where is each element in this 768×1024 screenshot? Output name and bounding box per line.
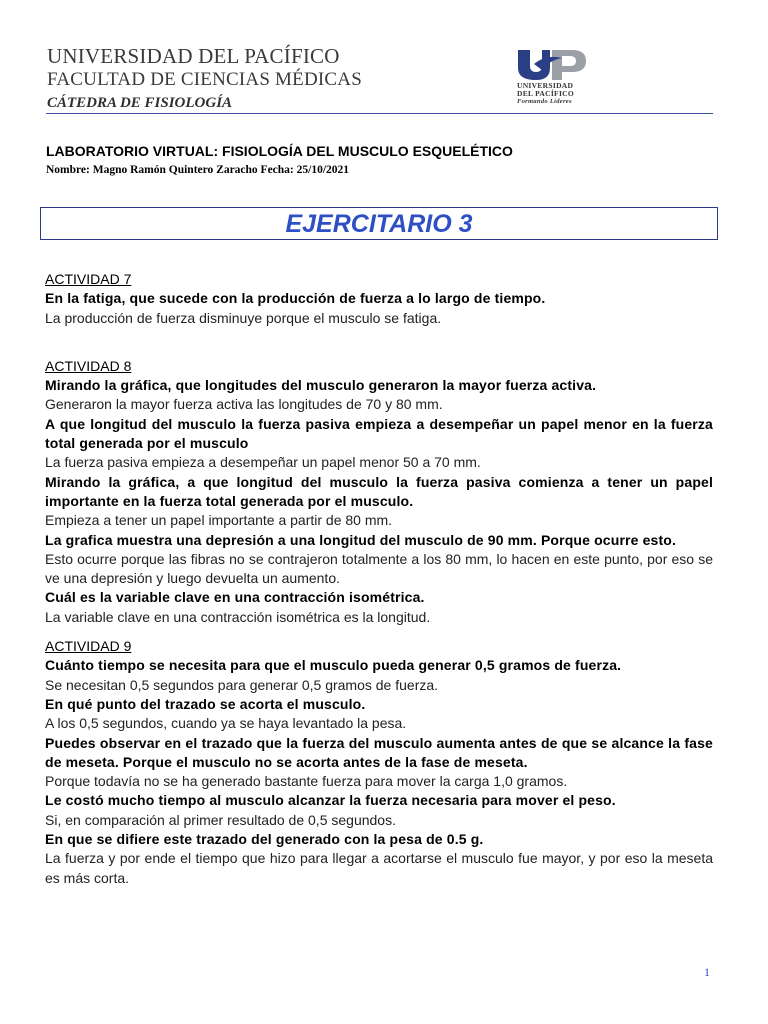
answer: Esto ocurre porque las fibras no se contrajeron totalmente a los 80 mm, lo hacen en este punto, por eso se ve una depresión y luego devuelta un aumento. bbox=[45, 550, 713, 587]
answer: Porque todavía no se ha generado bastante fuerza para mover la carga 1,0 gramos. bbox=[45, 773, 568, 790]
answer: A los 0,5 segundos, cuando ya se haya levantado la pesa. bbox=[45, 715, 407, 732]
question: Cuál es la variable clave en una contracción isométrica. bbox=[45, 589, 425, 606]
name-date-line: Nombre: Magno Ramón Quintero Zaracho Fecha: 25/10/2021 bbox=[46, 164, 350, 176]
question: En que se difiere este trazado del generado con la pesa de 0.5 g. bbox=[45, 831, 484, 848]
exercise-title-box bbox=[40, 207, 718, 240]
answer: Empieza a tener un papel importante a partir de 80 mm. bbox=[45, 512, 393, 529]
answer: La producción de fuerza disminuye porque el musculo se fatiga. bbox=[45, 309, 442, 326]
question: A que longitud del musculo la fuerza pasiva empieza a desempeñar un papel menor en la fuerza total generada por el musculo bbox=[45, 415, 713, 452]
answer: La fuerza pasiva empieza a desempeñar un papel menor 50 a 70 mm. bbox=[45, 454, 481, 471]
question: Mirando la gráfica, a que longitud del musculo la fuerza pasiva comienza a tener un papel importante en la fuerza total generada por el musculo. bbox=[45, 473, 713, 509]
question: Cuánto tiempo se necesita para que el musculo pueda generar 0,5 gramos de fuerza. bbox=[45, 657, 622, 674]
chair-name: CÁTEDRA DE FISIOLOGÍA bbox=[47, 95, 233, 111]
university-logo bbox=[512, 44, 590, 112]
logo-mark-icon bbox=[512, 44, 590, 84]
activity-title: ACTIVIDAD 9 bbox=[45, 638, 132, 655]
university-header bbox=[47, 44, 362, 114]
exercise-title: EJERCITARIO 3 bbox=[285, 210, 473, 238]
answer: La fuerza y por ende el tiempo que hizo para llegar a acortarse el musculo fue mayor, y por eso la meseta es más corta. bbox=[45, 850, 713, 886]
document-body bbox=[45, 270, 713, 888]
university-name: UNIVERSIDAD DEL PACÍFICO bbox=[47, 44, 340, 68]
activity-title: ACTIVIDAD 7 bbox=[45, 271, 132, 287]
question: En qué punto del trazado se acorta el musculo. bbox=[45, 695, 366, 712]
activity-title: ACTIVIDAD 8 bbox=[45, 357, 132, 374]
answer: La variable clave en una contracción isométrica es la longitud. bbox=[45, 608, 431, 625]
question: Le costó mucho tiempo al musculo alcanzar la fuerza necesaria para mover el peso. bbox=[45, 792, 616, 809]
faculty-name: FACULTAD DE CIENCIAS MÉDICAS bbox=[47, 69, 362, 90]
answer: Generaron la mayor fuerza activa las longitudes de 70 y 80 mm. bbox=[45, 396, 443, 413]
question: Puedes observar en el trazado que la fuerza del musculo aumenta antes de que se alcance la fase de meseta. Porque el musculo no se acorta antes de la fase de meseta. bbox=[45, 734, 713, 770]
question: En la fatiga, que sucede con la producción de fuerza a lo largo de tiempo. bbox=[45, 290, 546, 307]
answer: Se necesitan 0,5 segundos para generar 0,5 gramos de fuerza. bbox=[45, 676, 439, 693]
question: La grafica muestra una depresión a una longitud del musculo de 90 mm. Porque ocurre esto. bbox=[45, 531, 677, 548]
page-number: 1 bbox=[704, 965, 710, 979]
logo-text: UNIVERSIDAD DEL PACÍFICO Formando Líderes bbox=[517, 81, 575, 105]
lab-title: LABORATORIO VIRTUAL: FISIOLOGÍA DEL MUSCULO ESQUELÉTICO bbox=[46, 143, 513, 159]
answer: Si, en comparación al primer resultado de 0,5 segundos. bbox=[45, 811, 396, 828]
header-divider bbox=[46, 113, 713, 114]
question: Mirando la gráfica, que longitudes del musculo generaron la mayor fuerza activa. bbox=[45, 377, 597, 394]
